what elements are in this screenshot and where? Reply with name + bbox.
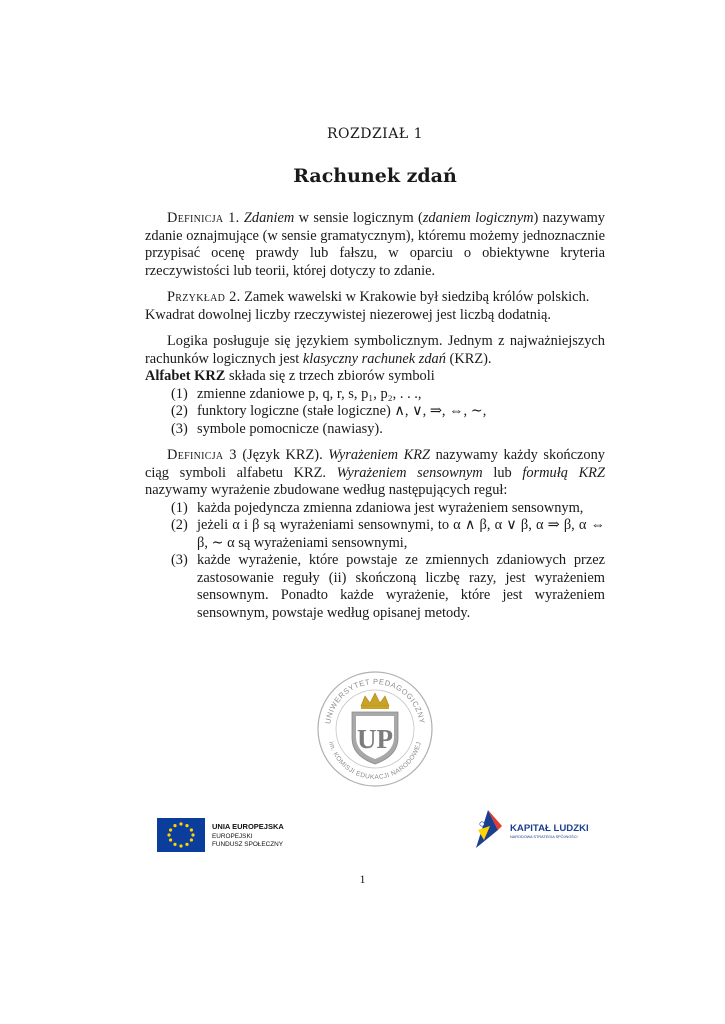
alphabet-heading: Alfabet KRZ [145, 368, 226, 384]
page-number: 1 [359, 872, 366, 886]
logic-paragraph: Logika posługuje się językiem symbolicznym. Jednym z najważniejszych rachunków logicznych jest klasyczny rachunek zdań (KRZ). [145, 333, 605, 367]
seal-bottom-text: im. KOMISJI EDUKACJI NARODOWEJ [327, 740, 423, 782]
university-seal-logo [316, 670, 434, 788]
list-item: (3) każde wyrażenie, które powstaje ze zmiennych zdaniowych przez zastosowanie reguły (ii) skończoną liczbę razy, jest wyrażeniem sensownym. Ponadto każde wyrażenie, które jest wyrażeniem sensownym, powstaje według opisanej metody. [171, 552, 605, 621]
example-label: Przykład 2. [167, 289, 241, 305]
kl-logo-title: KAPITAŁ LUDZKI [510, 823, 589, 834]
list-item: (3) symbole pomocnicze (nawiasy). [171, 420, 383, 437]
list-item: (2) jeżeli α i β są wyrażeniami sensownymi, to α ∧ β, α ∨ β, α ⇒ β, α ⇔ β, ∼ α są wyrażeniami sensownymi, [171, 517, 605, 551]
crown-icon [361, 693, 389, 706]
seal-monogram: UP [357, 724, 393, 754]
body-text [145, 210, 605, 622]
chapter-label: ROZDZIAŁ 1 [326, 126, 424, 142]
example-2: Przykład 2. Zamek wawelski w Krakowie był siedzibą królów polskich. [167, 289, 590, 305]
eu-fund-logo [157, 818, 297, 854]
alphabet-list [145, 386, 605, 439]
list-item: (1) każda pojedyncza zmienna zdaniowa jest wyrażeniem sensownym, [171, 499, 584, 516]
seal-top-text: UNIWERSYTET PEDAGOGICZNY [323, 676, 427, 725]
alphabet-paragraph: Alfabet KRZ składa się z trzech zbiorów symboli [145, 368, 435, 384]
kapital-ludzki-star-icon [476, 810, 502, 848]
kapital-ludzki-logo [468, 800, 600, 860]
example-2-line-2: Kwadrat dowolnej liczby rzeczywistej niezerowej jest liczbą dodatnią. [145, 306, 551, 323]
definition-1: Definicja 1. Zdaniem w sensie logicznym (zdaniem logicznym) nazywamy zdanie oznajmujące (w sensie gramatycznym), któremu możemy jednoznacznie przypisać ocenę prawdy lub fałszu, w oparciu o obiektywne kryteria rzeczywistości lub teorii, której dotyczy to zdanie. [145, 210, 605, 279]
list-item: (2) funktory logiczne (stałe logiczne) ∧, ∨, ⇒, ⇔, ∼, [171, 403, 487, 419]
definition-3: Definicja 3 (Język KRZ). Wyrażeniem KRZ nazywamy każdy skończony ciąg symboli alfabetu KRZ. Wyrażeniem sensownym lub formułą KRZ nazywamy wyrażenie zbudowane według następujących reguł: [145, 447, 605, 498]
kl-logo-subtitle: NARODOWA STRATEGIA SPÓJNOŚCI [510, 835, 578, 839]
eu-logo-line3: FUNDUSZ SPOŁECZNY [212, 841, 284, 848]
chapter-title: Rachunek zdań [293, 165, 457, 187]
definition-label: Definicja 3 [167, 447, 237, 463]
definition-label: Definicja 1. [167, 210, 240, 226]
eu-logo-line1: UNIA EUROPEJSKA [212, 822, 284, 831]
list-item: (1) zmienne zdaniowe p, q, r, s, p₁, p₂, . . ., [171, 385, 422, 402]
eu-logo-line2: EUROPEJSKI [212, 833, 253, 840]
rules-list [145, 500, 605, 623]
